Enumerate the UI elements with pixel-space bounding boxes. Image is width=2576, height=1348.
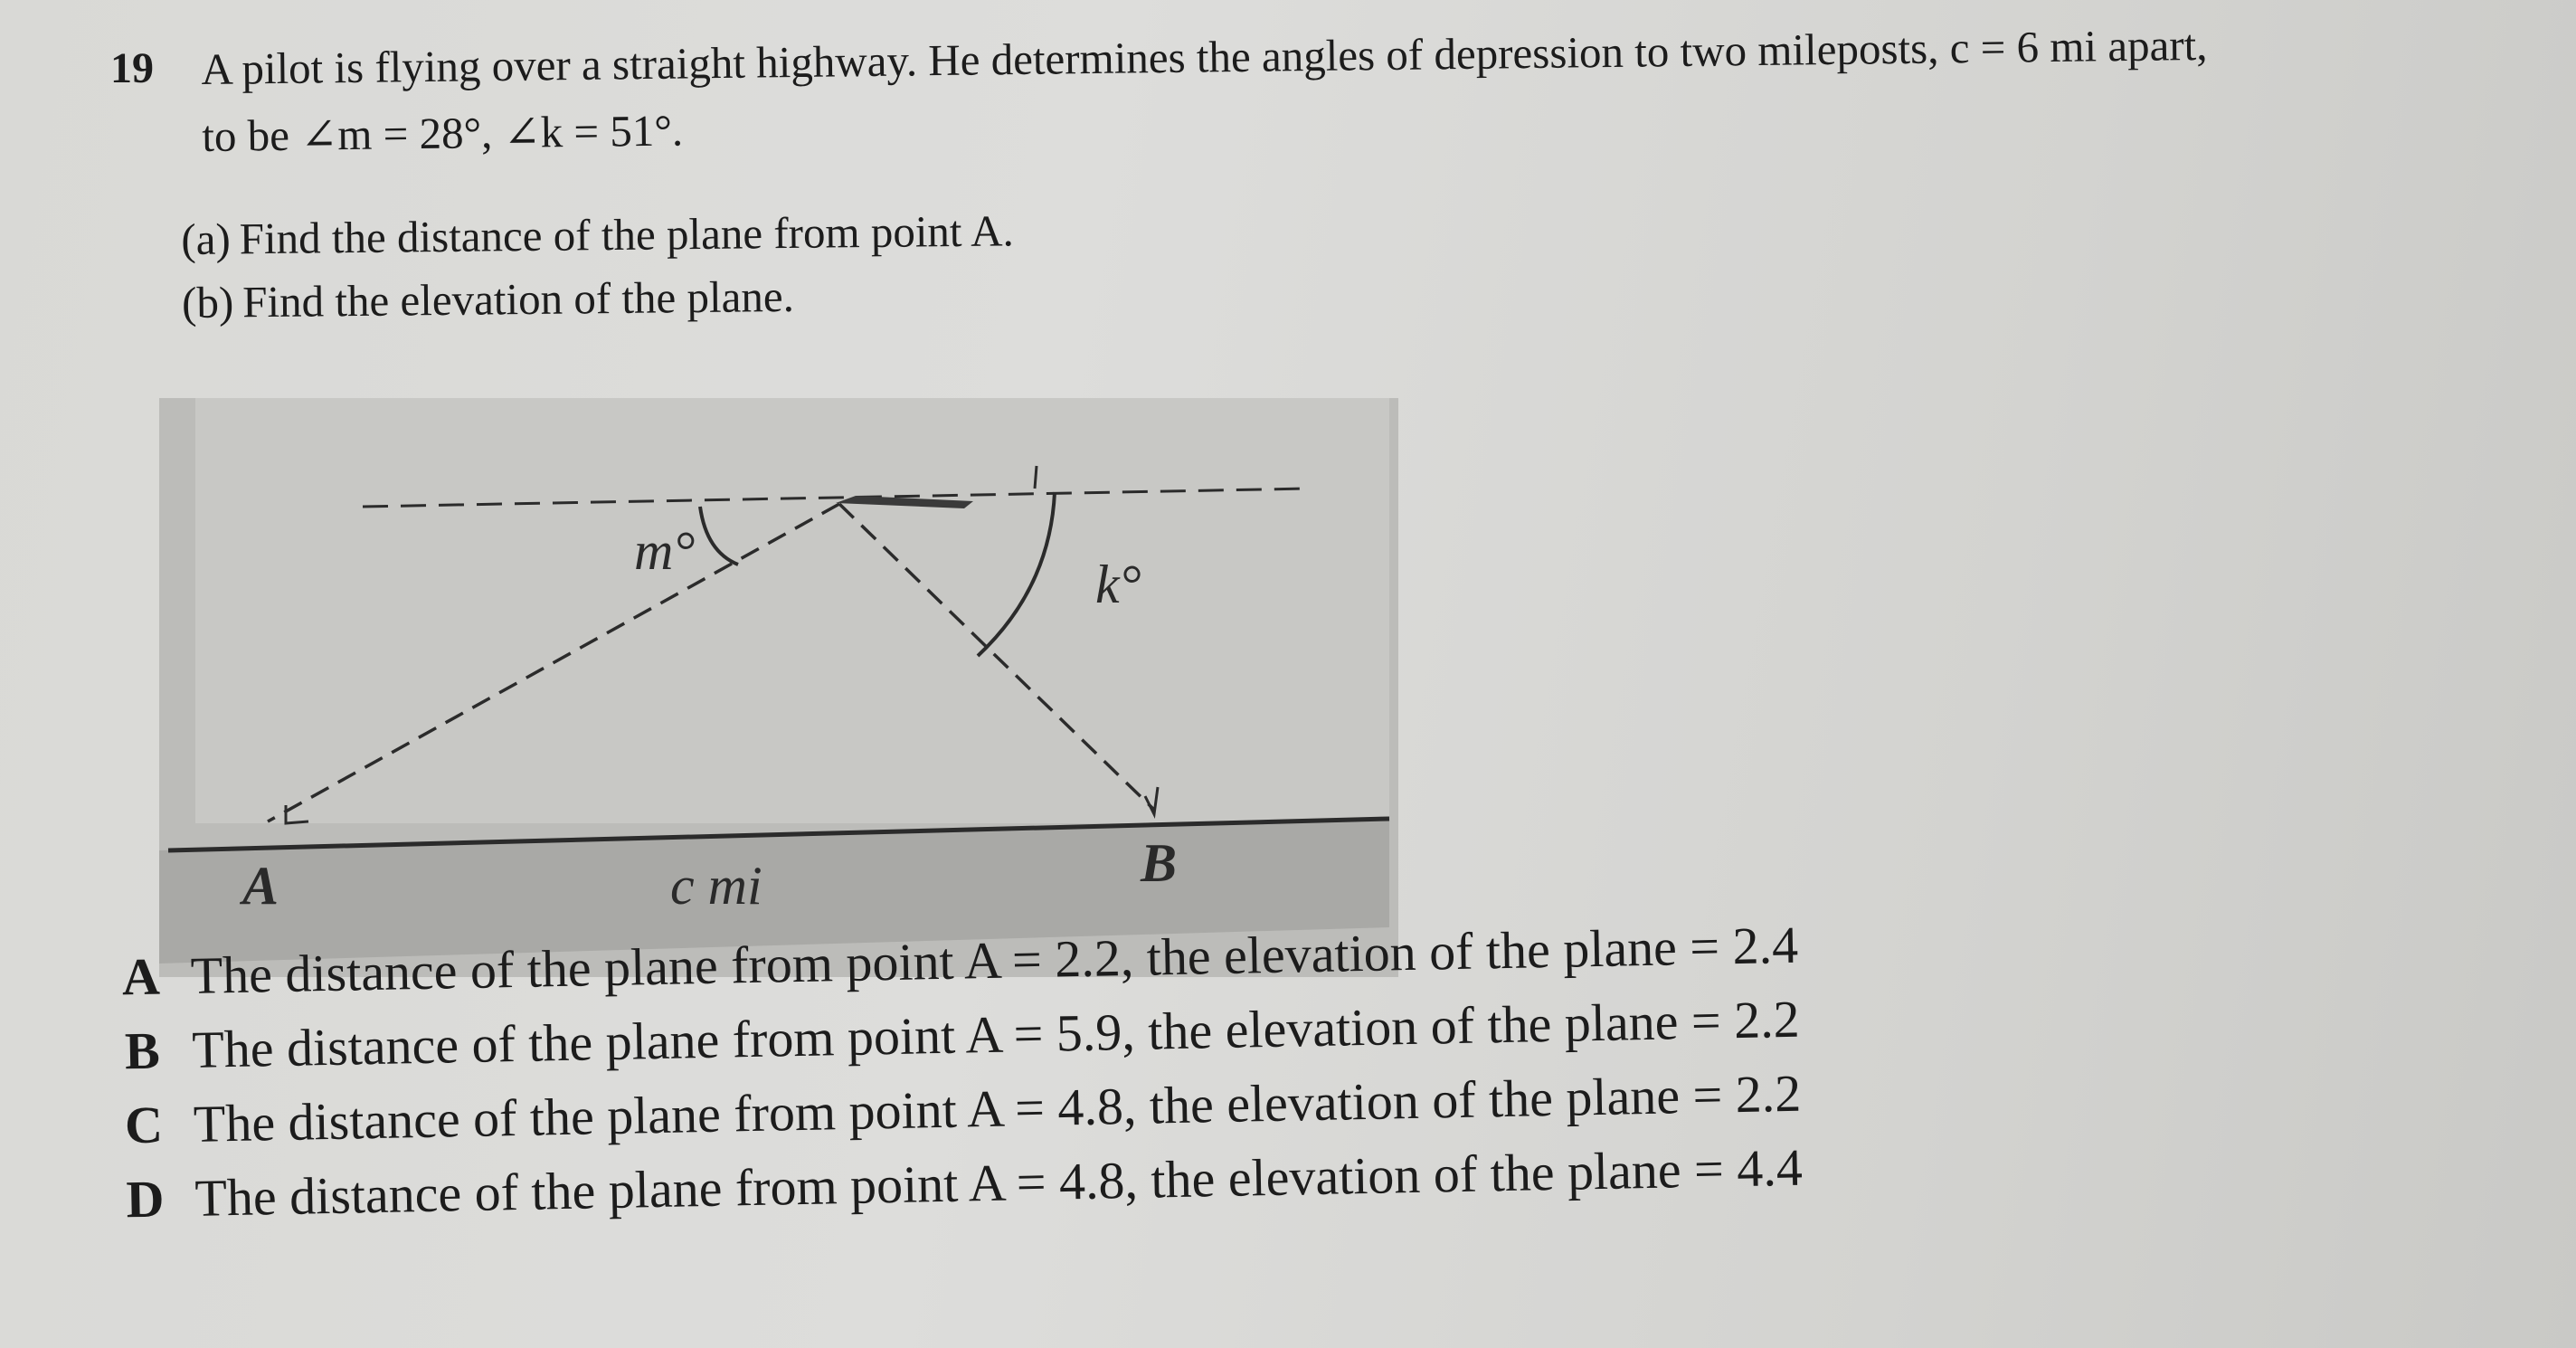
part-b-label: (b) (181, 277, 234, 328)
question-parts (181, 199, 1015, 335)
answer-options (90, 908, 1804, 1238)
part-b-text: Find the elevation of the plane. (242, 271, 795, 328)
sky-area (195, 398, 1389, 823)
option-text: The distance of the plane from point A = 2.2, the elevation of the plane = 2.4 (190, 915, 1799, 1005)
base-length-label: c mi (670, 856, 762, 916)
option-text: The distance of the plane from point A = 4.8, the elevation of the plane = 4.4 (194, 1137, 1804, 1228)
option-letter: D (125, 1169, 166, 1229)
stem-line-1: A pilot is flying over a straight highway. He determines the angles of depression to two mileposts, c = 6 mi apart, (201, 19, 2208, 94)
part-a-label: (a) (181, 214, 232, 264)
stem-line-2: to be ∠m = 28°, ∠k = 51°. (202, 105, 684, 161)
part-b (182, 262, 1015, 335)
option-text: The distance of the plane from point A = 4.8, the elevation of the plane = 2.2 (193, 1063, 1802, 1153)
plane-tick (1035, 466, 1037, 489)
angle-k-label: k° (1095, 555, 1141, 614)
diagram-figure (159, 398, 1398, 977)
option-text: The distance of the plane from point A = 5.9, the elevation of the plane = 2.2 (191, 989, 1801, 1079)
option-letter: C (124, 1095, 164, 1155)
point-a-label: A (242, 856, 279, 916)
question-stem (201, 8, 2518, 170)
triangle-diagram (159, 398, 1398, 977)
point-b-label: B (1141, 833, 1178, 893)
question-number: 19 (110, 44, 154, 92)
angle-m-label: m° (634, 521, 696, 581)
option-letter: B (124, 1020, 161, 1081)
part-a (181, 199, 1014, 271)
part-a-text: Find the distance of the plane from point A. (239, 205, 1014, 264)
option-letter: A (121, 946, 161, 1007)
